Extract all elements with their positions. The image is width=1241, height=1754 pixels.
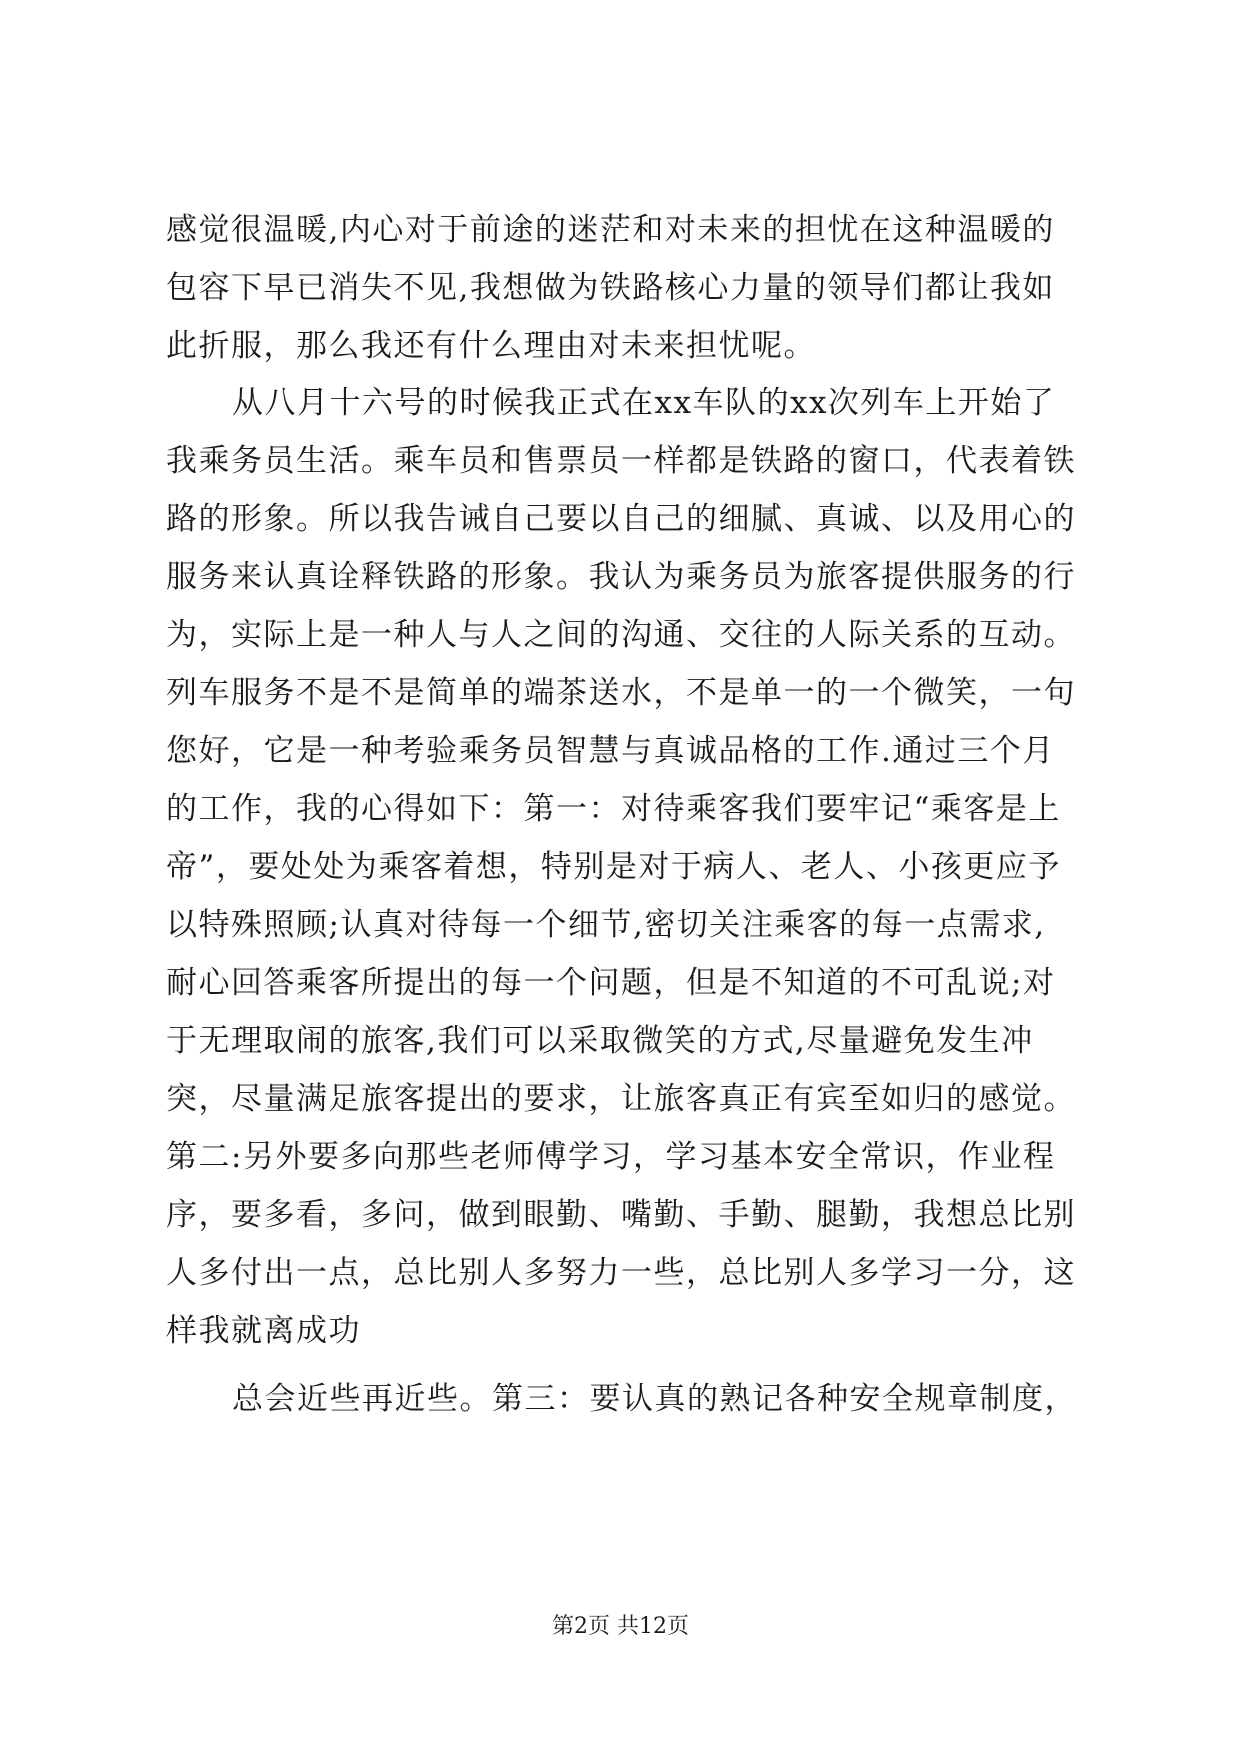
body-text-line: 路的形象。所以我告诫自己要以自己的细腻、真诚、以及用心的: [166, 501, 1076, 537]
body-text-line: 序，要多看，多问，做到眼勤、嘴勤、手勤、腿勤，我想总比别: [166, 1197, 1076, 1233]
body-text-line: 为，实际上是一种人与人之间的沟通、交往的人际关系的互动。: [166, 617, 1076, 653]
body-text-line: 耐心回答乘客所提出的每一个问题，但是不知道的不可乱说;对: [166, 965, 1056, 1001]
body-text-line: 帝”，要处处为乘客着想，特别是对于病人、老人、小孩更应予: [166, 849, 1061, 885]
body-text-line: 我乘务员生活。乘车员和售票员一样都是铁路的窗口，代表着铁: [166, 443, 1076, 479]
page-number-footer: 第2页 共12页: [552, 1614, 689, 1639]
body-text-line: 包容下早已消失不见,我想做为铁路核心力量的领导们都让我如: [166, 270, 1055, 306]
body-text-line: 第二:另外要多向那些老师傅学习，学习基本安全常识，作业程: [166, 1139, 1056, 1175]
body-text-line: 列车服务不是不是简单的端茶送水，不是单一的一个微笑，一句: [166, 675, 1076, 711]
body-text-line: 人多付出一点，总比别人多努力一些，总比别人多学习一分，这: [166, 1255, 1076, 1291]
body-text-line: 样我就离成功: [166, 1313, 361, 1349]
body-text-line: 感觉很温暖,内心对于前途的迷茫和对未来的担忧在这种温暖的: [166, 212, 1055, 248]
body-text-line: 服务来认真诠释铁路的形象。我认为乘务员为旅客提供服务的行: [166, 559, 1076, 595]
paragraph-first-line: 总会近些再近些。第三：要认真的熟记各种安全规章制度，: [232, 1381, 1077, 1417]
body-text-line: 的工作，我的心得如下：第一：对待乘客我们要牢记“乘客是上: [166, 791, 1061, 827]
body-text-line: 于无理取闹的旅客,我们可以采取微笑的方式,尽量避免发生冲: [166, 1023, 1034, 1059]
paragraph-first-line: 从八月十六号的时候我正式在xx车队的xx次列车上开始了: [232, 385, 1056, 421]
body-text-line: 以特殊照顾;认真对待每一个细节,密切关注乘客的每一点需求,: [166, 907, 1046, 943]
body-text-line: 您好，它是一种考验乘务员智慧与真诚品格的工作.通过三个月: [166, 733, 1055, 769]
body-text-line: 突，尽量满足旅客提出的要求，让旅客真正有宾至如归的感觉。: [166, 1081, 1076, 1117]
body-text-line: 此折服，那么我还有什么理由对未来担忧呢。: [166, 328, 816, 364]
